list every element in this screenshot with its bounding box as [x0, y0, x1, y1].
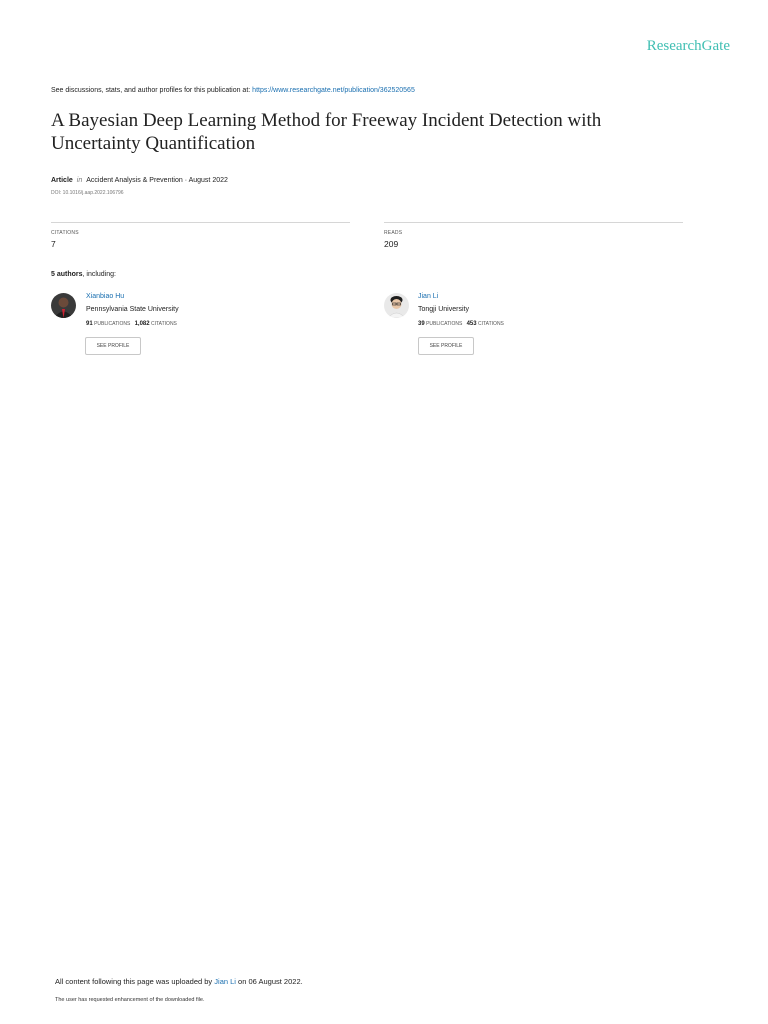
citations-count: 453	[466, 321, 477, 327]
avatar[interactable]	[384, 293, 409, 318]
see-profile-button[interactable]: SEE PROFILE	[85, 337, 141, 355]
publications-label: PUBLICATIONS	[426, 321, 463, 327]
reads-divider	[384, 222, 683, 223]
citations-label: CITATIONS	[150, 321, 177, 327]
authors-suffix: , including:	[82, 271, 116, 278]
citations-value: 7	[51, 239, 56, 249]
authors-count: 5 authors	[51, 271, 83, 278]
publications-count: 39	[418, 321, 425, 327]
journal-date[interactable]: Accident Analysis & Prevention · August 2022	[86, 177, 228, 184]
reads-label: READS	[384, 230, 403, 236]
citations-label: CITATIONS	[51, 230, 79, 236]
paper-title: A Bayesian Deep Learning Method for Freeway Incident Detection with Uncertainty Quantification	[51, 110, 602, 154]
citations-label: CITATIONS	[477, 321, 504, 327]
author-affiliation: Tongji University	[418, 306, 469, 313]
uploader-link[interactable]: Jian Li	[214, 977, 236, 986]
discussions-line	[51, 87, 415, 94]
upload-prefix: All content following this page was uploaded by	[55, 977, 215, 986]
authors-heading	[51, 271, 116, 278]
article-meta	[51, 177, 228, 184]
author-photo-icon	[384, 293, 409, 318]
see-profile-button[interactable]: SEE PROFILE	[418, 337, 474, 355]
author-photo-icon	[51, 293, 76, 318]
publications-count: 91	[86, 321, 93, 327]
reads-value: 209	[384, 239, 399, 249]
author-affiliation: Pennsylvania State University	[86, 306, 179, 313]
publications-label: PUBLICATIONS	[94, 321, 131, 327]
upload-note	[55, 977, 303, 986]
citations-divider	[51, 222, 350, 223]
citations-count: 1,082	[134, 321, 150, 327]
upload-suffix: on 06 August 2022.	[235, 977, 303, 986]
doi[interactable]: DOI: 10.1016/j.aap.2022.106796	[51, 190, 124, 196]
author-name-jian-li[interactable]: Jian Li	[418, 293, 439, 300]
author-name-xianbiao-hu[interactable]: Xianbiao Hu	[86, 293, 125, 300]
enhancement-note: The user has requested enhancement of the downloaded file.	[55, 997, 205, 1003]
avatar[interactable]	[51, 293, 76, 318]
publication-link[interactable]: https://www.researchgate.net/publication/362520565	[252, 87, 415, 94]
author-counts	[86, 321, 177, 327]
discussions-prefix: See discussions, stats, and author profiles for this publication at:	[51, 87, 253, 94]
researchgate-logo[interactable]: ResearchGate	[646, 38, 730, 54]
article-type: Article	[51, 177, 73, 184]
in-word: in	[76, 177, 83, 184]
author-counts	[418, 321, 504, 327]
